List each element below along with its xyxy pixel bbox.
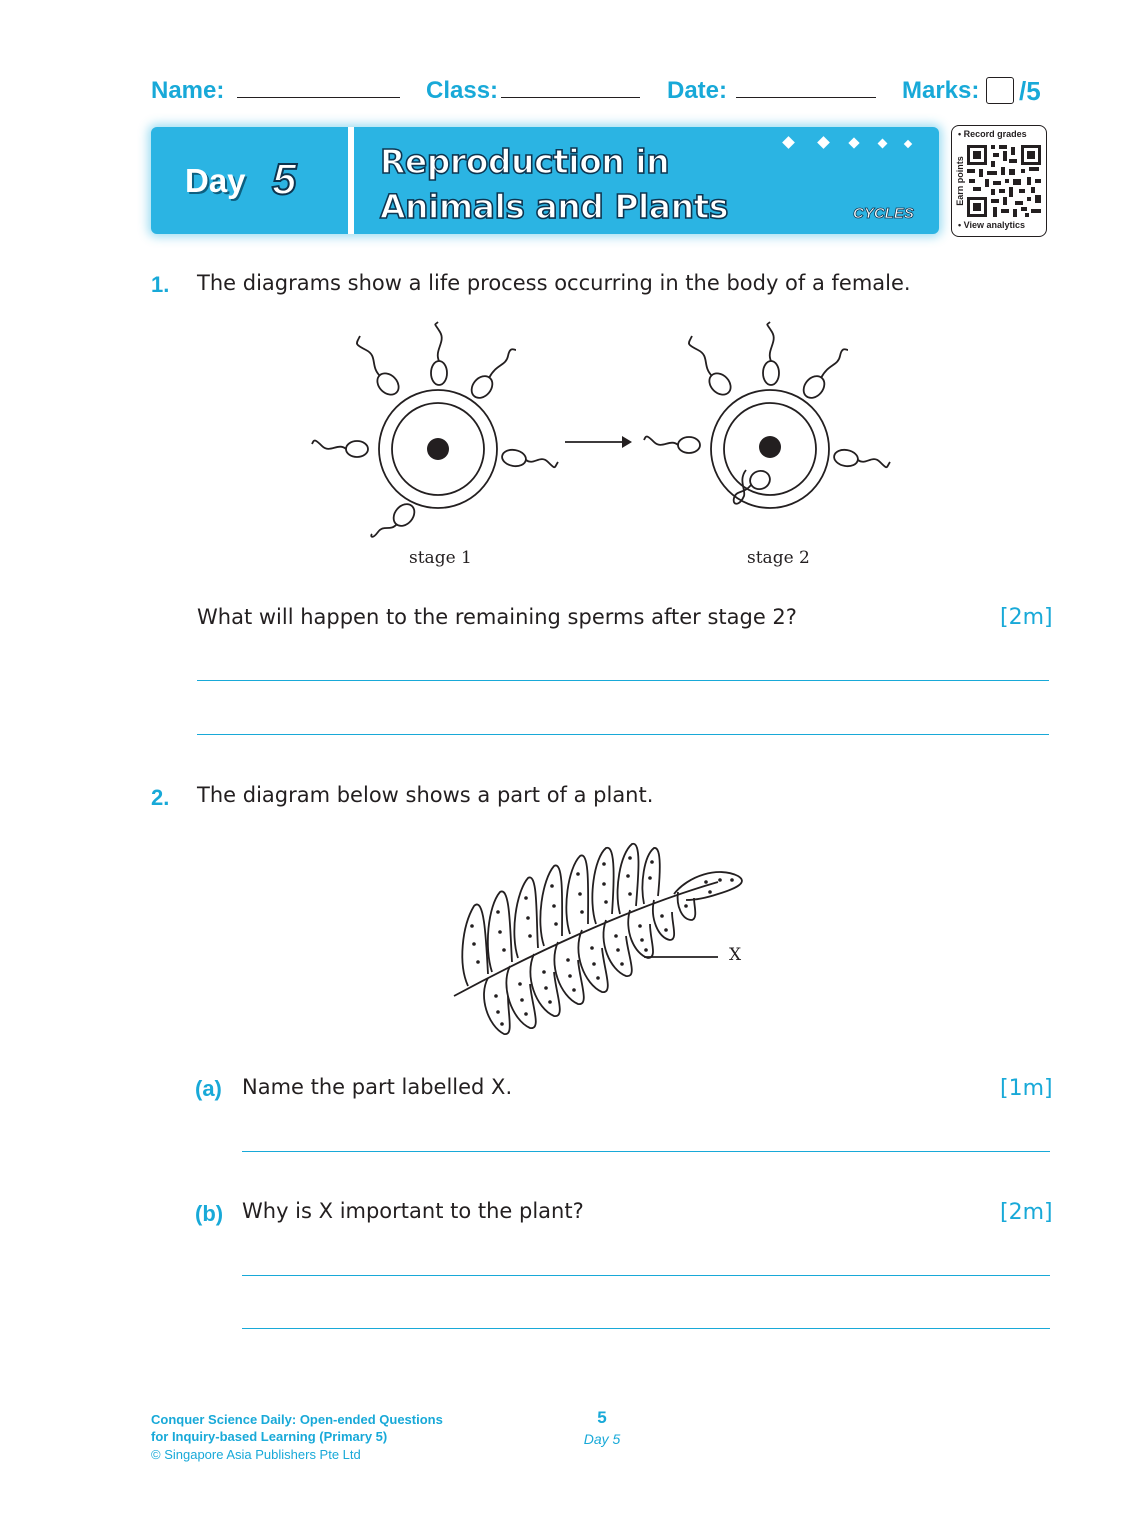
banner-title-line1: Reproduction in [380,142,670,181]
fern-leaf-diagram [448,836,758,1046]
footer-book-line1: Conquer Science Daily: Open-ended Questions [151,1412,443,1427]
q2b-label: (b) [195,1201,224,1226]
qr-code-icon[interactable] [965,143,1043,219]
stage1-label: stage 1 [409,548,472,568]
marks-box[interactable] [986,77,1014,104]
q2a-answer-line[interactable] [242,1151,1050,1152]
marks-label: Marks: [902,77,980,104]
name-label: Name: [151,77,225,104]
q2b-answer-line[interactable] [242,1275,1050,1276]
footer-book-line2: for Inquiry-based Learning (Primary 5) [151,1429,388,1444]
q1-answer-line[interactable] [197,680,1049,681]
q1-text: The diagrams show a life process occurring in the body of a female. [197,271,911,295]
q1-number: 1. [151,272,170,297]
fertilisation-diagram [300,320,900,540]
q2-text: The diagram below shows a part of a plant. [197,783,654,807]
q2b-marks: [2m] [1000,1200,1053,1225]
banner-title-line2: Animals and Plants [380,187,728,226]
footer-copyright: © Singapore Asia Publishers Pte Ltd [151,1447,361,1462]
marks-total: /5 [1019,76,1041,106]
name-field[interactable] [237,97,400,98]
qr-top-text: • Record grades [958,129,1027,139]
q2b-answer-line[interactable] [242,1328,1050,1329]
stage2-label: stage 2 [747,548,810,568]
day-word: Day [185,162,246,199]
q2a-text: Name the part labelled X. [242,1075,513,1099]
day-number: 5 [272,155,297,204]
label-x: X [729,945,742,965]
date-field[interactable] [736,97,876,98]
q2a-label: (a) [195,1076,222,1101]
banner-divider [348,127,354,234]
q1-answer-line[interactable] [197,734,1049,735]
q1-question: What will happen to the remaining sperms after stage 2? [197,605,797,629]
qr-bottom-text: • View analytics [958,220,1026,230]
q1-marks: [2m] [1000,605,1053,630]
page-number: 5 [597,1408,607,1427]
class-label: Class: [426,77,499,104]
date-label: Date: [667,77,728,104]
q2a-marks: [1m] [1000,1076,1053,1101]
page-day: Day 5 [583,1431,621,1447]
qr-side-text: Earn points [955,156,965,206]
class-field[interactable] [501,97,640,98]
q2-number: 2. [151,785,170,810]
q2b-text: Why is X important to the plant? [242,1199,584,1223]
theme-tag: CYCLES [853,205,914,222]
